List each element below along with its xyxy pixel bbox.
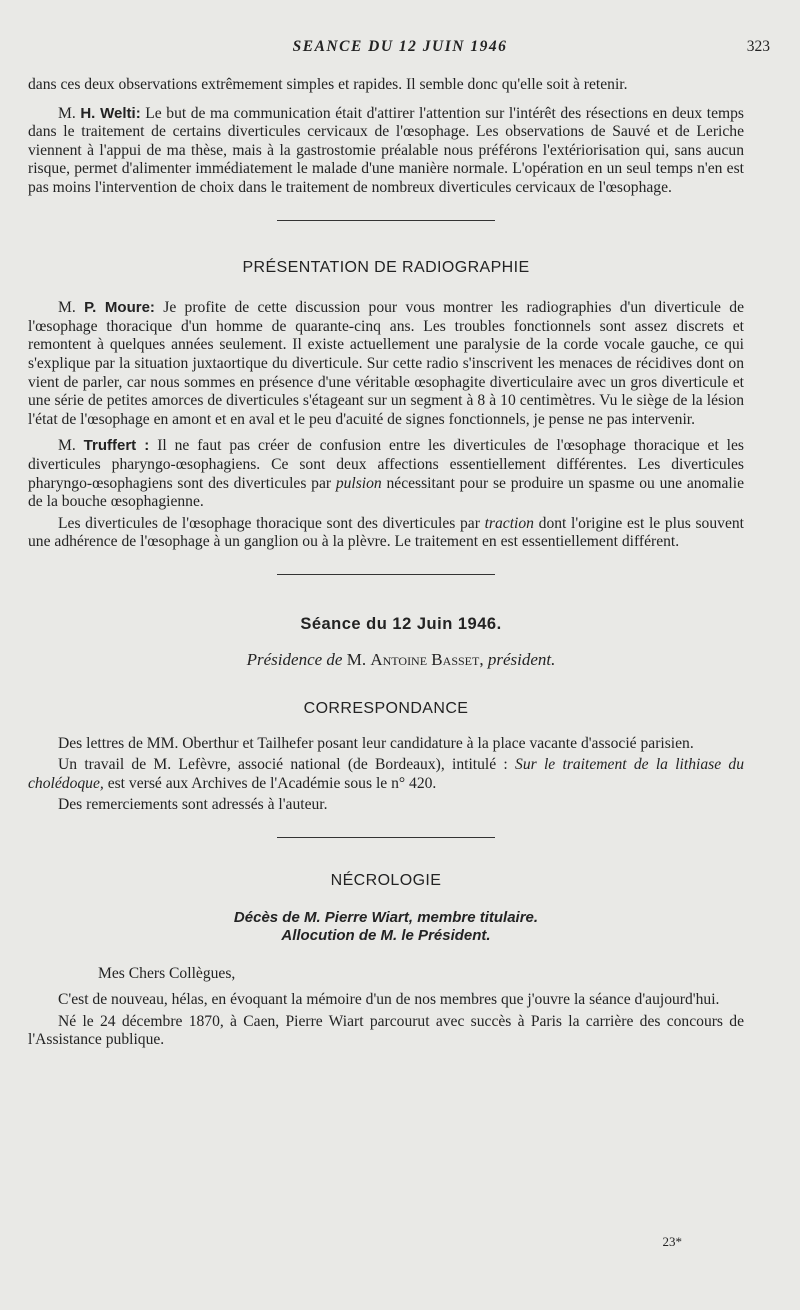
- correspondance-paragraph: [28, 756, 744, 793]
- welti-text: Le but de ma communication était d'attirer l'attention sur l'intérêt des résections en deux temps dans le traitement de certains diverticules cervicaux de l'œsophage. Les observations de Sauvé et de Leriche viennent à l'appui de ma thèse, mais à la gastrostomie préalable nous préférons l'extériorisation qui, sans aucun risque, permet d'alimenter immédiatement le malade d'une manière normale. L'opération en un seul temps n'en est pas moins l'intervention de choix dans le traitement de nombreux diverticules cervicaux de l'œsophage.: [28, 104, 744, 196]
- speaker-name: Truffert :: [83, 437, 150, 455]
- deces-line-2: Allocution de M. le Président.: [281, 926, 491, 944]
- speaker-prefix: M.: [58, 104, 76, 122]
- presidence-label: Présidence de: [246, 650, 343, 670]
- salutation: Mes Chers Collègues,: [98, 964, 236, 982]
- correspondance-paragraph: Des remerciements sont adressés à l'auteur.: [58, 796, 328, 814]
- truffert-paragraph: [28, 437, 744, 511]
- page-content: [28, 76, 744, 1053]
- correspondance-text: est versé aux Archives de l'Académie sous le n° 420.: [107, 774, 437, 792]
- speaker-name: H. Welti:: [80, 104, 141, 122]
- truffert-text: nécessitant pour se produire un spasme ou une anomalie de la bouche œsophagienne.: [28, 474, 744, 511]
- signature-mark: 23*: [662, 1234, 682, 1249]
- president-prefix: M.: [346, 650, 367, 670]
- section-divider: [277, 220, 495, 221]
- speaker-prefix: M.: [58, 437, 76, 455]
- section-heading-correspondance: CORRESPONDANCE: [303, 700, 469, 718]
- moure-paragraph: [28, 299, 744, 429]
- deces-heading: [28, 909, 744, 945]
- truffert-text: Les diverticules de l'œsophage thoracique sont des diverticules par: [58, 514, 480, 532]
- section-heading-radiographie: PRÉSENTATION DE RADIOGRAPHIE: [242, 258, 530, 276]
- necrologie-paragraph: C'est de nouveau, hélas, en évoquant la mémoire d'un de nos membres que j'ouvre la séance d'aujourd'hui.: [58, 991, 720, 1009]
- intro-paragraph: dans ces deux observations extrêmement simples et rapides. Il semble donc qu'elle soit à retenir.: [28, 76, 628, 93]
- necrologie-paragraph: Né le 24 décembre 1870, à Caen, Pierre Wiart parcourut avec succès à Paris la carrière des concours de l'Assistance publique.: [28, 1012, 744, 1049]
- deces-line-1: Décès de M. Pierre Wiart, membre titulaire.: [233, 908, 539, 926]
- moure-text: Je profite de cette discussion pour vous montrer les radiographies d'un diverticule de l'œsophage thoracique d'un homme de quarante-cinq ans. Les troubles fonctionnels sont assez discrets et remontent à quelques années seulement. Il existe actuellement une paralysie de la corde vocale gauche, ce qui s'explique par la situation juxtaortique du diverticule. Sur cette radio s'inscrivent les menaces de récidives dont on vient de parler, car nous sommes en présence d'une véritable œsophagite diverticulaire avec un gros diverticule et une série de petites amorces de diverticules s'étageant sur un segment à 8 à 10 centimètres. Vu le siège de la lésion l'état de l'œsophage en amont et en aval et le peu d'acuité de signes fonctionnels, je pense ne pas intervenir.: [28, 299, 744, 428]
- truffert-text: Il ne faut pas créer de confusion entre les diverticules de l'œsophage thoracique et les diverticules pharyngo-œsophagiens. Ce sont deux affections essentiellement différentes. Les diverticules pharyngo-œsophagiens sont des diverticules par: [28, 437, 745, 492]
- seance-title: Séance du 12 Juin 1946.: [300, 614, 502, 633]
- section-divider: [277, 837, 495, 838]
- section-heading-necrologie: NÉCROLOGIE: [330, 872, 442, 890]
- truffert-text: dont l'origine est le plus souvent une adhérence de l'œsophage à un ganglion ou à la plèvre. Le traitement en est essentiellement différent.: [28, 514, 745, 551]
- correspondance-paragraph: Des lettres de MM. Oberthur et Tailhefer posant leur candidature à la place vacante d'associé parisien.: [58, 734, 694, 752]
- president-role: président.: [487, 650, 556, 670]
- italic-term: pulsion: [335, 474, 382, 492]
- work-title: Sur le traitement de la lithiase du cholédoque,: [28, 756, 744, 792]
- presidence-line: [28, 651, 744, 670]
- correspondance-text: Un travail de M. Lefèvre, associé national (de Bordeaux), intitulé :: [58, 756, 508, 774]
- welti-paragraph: [28, 105, 744, 198]
- truffert-paragraph-2: [28, 515, 744, 552]
- speaker-prefix: M.: [58, 299, 76, 317]
- section-divider: [277, 574, 495, 575]
- president-name: Antoine Basset,: [370, 650, 484, 670]
- italic-term: traction: [484, 514, 534, 532]
- speaker-name: P. Moure:: [84, 299, 155, 317]
- page-number: 323: [746, 38, 770, 55]
- running-title: SEANCE DU 12 JUIN 1946: [292, 38, 508, 55]
